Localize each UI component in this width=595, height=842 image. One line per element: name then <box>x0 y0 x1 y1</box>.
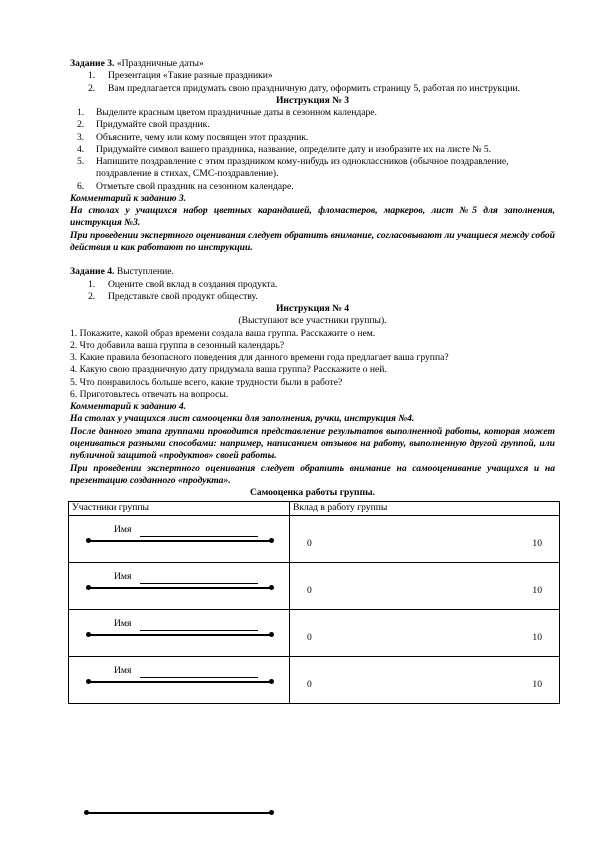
line-endpoint <box>269 538 274 543</box>
name-label: Имя <box>114 523 132 535</box>
scale-max: 10 <box>532 584 542 596</box>
line-endpoint <box>84 810 89 815</box>
line-endpoint <box>86 538 91 543</box>
line-endpoint <box>86 679 91 684</box>
rating-line[interactable] <box>88 681 272 683</box>
instruction4-step: 2. Что добавила ваша группа в сезонный календарь? <box>70 339 285 351</box>
rating-line[interactable] <box>88 587 272 589</box>
list-item: 6. Отметьте свой праздник на сезонном календаре. <box>77 180 294 192</box>
name-input-line[interactable] <box>140 630 258 631</box>
instruction4-title: Инструкция № 4 <box>275 303 350 315</box>
name-input-line[interactable] <box>140 536 258 537</box>
line-endpoint <box>86 585 91 590</box>
comment4-title: Комментарий к заданию 4. <box>70 401 187 413</box>
table-row <box>69 656 560 703</box>
partial-next-row <box>86 810 272 816</box>
name-label: Имя <box>114 664 132 676</box>
scale-max: 10 <box>532 678 542 690</box>
comment3-title: Комментарий к заданию 3. <box>70 192 187 204</box>
table-header-row <box>69 502 560 515</box>
list-item: 2. Представьте свой продукт обществу. <box>88 290 258 302</box>
list-item: 1. Презентация «Такие разные праздники» <box>88 70 273 82</box>
scale-min: 0 <box>307 537 312 549</box>
instruction3-title: Инструкция № 3 <box>275 94 350 106</box>
line-endpoint <box>269 632 274 637</box>
list-item: 4. Придумайте символ вашего праздника, название, определите дату и изобразите их на листе № 5. <box>77 143 492 155</box>
rating-line[interactable] <box>88 540 272 542</box>
line-endpoint <box>86 632 91 637</box>
instruction4-step: 1. Покажите, какой образ времени создала ваша группа. Расскажите о нем. <box>70 327 376 339</box>
table-title: Самооценка работы группы. <box>250 487 375 499</box>
instruction4-step: 6. Приготовьтесь отвечать на вопросы. <box>70 388 229 400</box>
participant-cell <box>69 609 290 656</box>
comment3-text-2: При проведении экспертного оценивания следует обратить внимание, согласовывают ли учащиеся между собой действия и как работают по инструкции. <box>70 229 555 253</box>
name-label: Имя <box>114 617 132 629</box>
contribution-cell[interactable] <box>290 656 560 703</box>
contribution-cell[interactable] <box>290 562 560 609</box>
scale-min: 0 <box>307 631 312 643</box>
comment4-text-1: На столах у учащихся лист самооценки для заполнения, ручки, инструкция №4. <box>70 413 415 425</box>
scale-max: 10 <box>532 631 542 643</box>
list-item: 2. Придумайте свой праздник. <box>77 119 210 131</box>
table-row <box>69 515 560 562</box>
task4-heading: Задание 4. Выступление. <box>70 266 174 278</box>
rating-line[interactable] <box>86 812 272 814</box>
name-label: Имя <box>114 570 132 582</box>
table-row <box>69 609 560 656</box>
line-endpoint <box>269 679 274 684</box>
list-item: 5. Напишите поздравление с этим праздником кому-нибудь из одноклассников (обычное поздравление, поздравление в стихах, СМС-поздравление). <box>77 156 509 180</box>
task4-list <box>70 279 555 304</box>
comment3-text-1: На столах у учащихся набор цветных карандашей, фломастеров, маркеров, лист №5 для заполнения, инструкция №3. <box>70 205 555 229</box>
instruction4-subtitle: (Выступают все участники группы). <box>238 315 387 327</box>
participant-cell <box>69 656 290 703</box>
document-page <box>70 58 555 704</box>
scale-min: 0 <box>307 584 312 596</box>
contribution-cell[interactable] <box>290 515 560 562</box>
instruction4-step: 4. Какую свою праздничную дату придумала ваша группа? Расскажите о ней. <box>70 364 387 376</box>
list-item: 1. Оцените свой вклад в создания продукта. <box>88 278 278 290</box>
comment4-text-3: При проведении экспертного оценивания следует обратить внимание на самооценивание учащихся и на презентацию созданного «продукта». <box>70 462 555 486</box>
instruction4-step: 5. Что понравилось больше всего, какие трудности были в работе? <box>70 376 343 388</box>
participant-cell <box>69 515 290 562</box>
line-endpoint <box>269 810 274 815</box>
comment4-text-2: После данного этапа группами проводится представление результатов выполненной работы, которая может оцениваться разными способами: например, написанием отзывов на работу, выполненную другой группой, или публичной защитой «продуктов» своей работы. <box>70 425 555 462</box>
rating-line[interactable] <box>88 634 272 636</box>
line-endpoint <box>269 585 274 590</box>
list-item: 2. Вам предлагается придумать свою праздничную дату, оформить страницу 5, работая по инструкции. <box>88 82 521 94</box>
list-item: 1. Выделите красным цветом праздничные даты в сезонном календаре. <box>77 107 377 119</box>
column-header-contribution: Вклад в работу группы <box>290 502 560 515</box>
column-header-participants: Участники группы <box>69 502 290 515</box>
list-item: 3. Объясните, чему или кому посвящен этот праздник. <box>77 131 309 143</box>
scale-min: 0 <box>307 678 312 690</box>
self-assessment-table <box>68 501 560 703</box>
participant-cell <box>69 562 290 609</box>
instruction4-step: 3. Какие правила безопасного поведения для данного времени года предлагает ваша группа? <box>70 352 449 364</box>
table-row <box>69 562 560 609</box>
instruction3-steps <box>70 107 555 193</box>
name-input-line[interactable] <box>140 583 258 584</box>
name-input-line[interactable] <box>140 677 258 678</box>
contribution-cell[interactable] <box>290 609 560 656</box>
task3-heading: Задание 3. «Праздничные даты» <box>70 58 204 69</box>
task3-list <box>70 70 555 95</box>
scale-max: 10 <box>532 537 542 549</box>
